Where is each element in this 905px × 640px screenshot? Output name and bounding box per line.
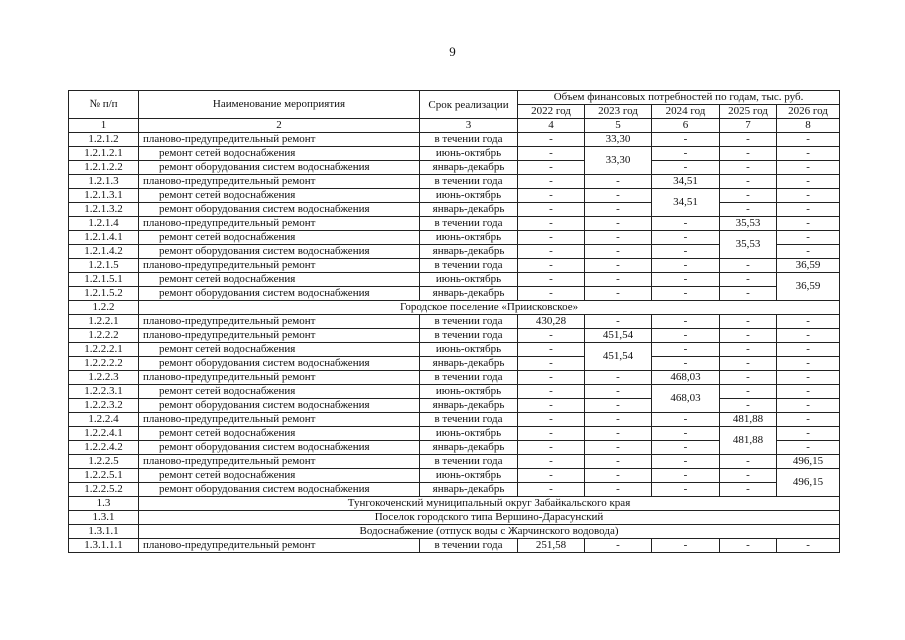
term-cell: январь-декабрь	[420, 399, 518, 413]
value-cell: -	[518, 231, 585, 245]
value-cell: -	[652, 413, 720, 427]
row-number: 1.2.2.5	[69, 455, 139, 469]
table-row	[69, 399, 840, 413]
row-number: 1.2.2.5.2	[69, 483, 139, 497]
value-cell: 481,88	[720, 427, 777, 455]
value-cell: -	[720, 189, 777, 203]
value-cell: -	[518, 427, 585, 441]
activity-name: планово-предупредительный ремонт	[139, 455, 420, 469]
value-cell: -	[518, 357, 585, 371]
row-number: 1.2.1.3.1	[69, 189, 139, 203]
activity-name: ремонт оборудования систем водоснабжения	[139, 399, 420, 413]
activity-name: ремонт оборудования систем водоснабжения	[139, 203, 420, 217]
row-number: 1.2.1.5	[69, 259, 139, 273]
row-number: 1.2.2.2.1	[69, 343, 139, 357]
activity-name: ремонт оборудования систем водоснабжения	[139, 161, 420, 175]
activity-name: ремонт оборудования систем водоснабжения	[139, 483, 420, 497]
value-cell: -	[518, 217, 585, 231]
section-title: Водоснабжение (отпуск воды с Жарчинского водовода)	[139, 525, 840, 539]
column-number: 6	[652, 119, 720, 133]
value-cell: -	[585, 413, 652, 427]
row-number: 1.2.2.4.2	[69, 441, 139, 455]
table-row	[69, 483, 840, 497]
row-number: 1.3.1.1.1	[69, 539, 139, 553]
row-number: 1.3	[69, 497, 139, 511]
value-cell: -	[652, 231, 720, 245]
value-cell: 468,03	[652, 371, 720, 385]
activity-name: планово-предупредительный ремонт	[139, 133, 420, 147]
row-number: 1.2.2.1	[69, 315, 139, 329]
value-cell: -	[518, 469, 585, 483]
value-cell: 36,59	[777, 259, 840, 273]
header-year: 2022 год	[518, 105, 585, 119]
row-number: 1.2.1.2.2	[69, 161, 139, 175]
row-number: 1.2.2.4.1	[69, 427, 139, 441]
value-cell: -	[720, 539, 777, 553]
value-cell: 451,54	[585, 343, 652, 371]
term-cell: в течении года	[420, 371, 518, 385]
value-cell: -	[652, 357, 720, 371]
term-cell: январь-декабрь	[420, 441, 518, 455]
value-cell: -	[518, 371, 585, 385]
row-number: 1.2.1.4	[69, 217, 139, 231]
row-number: 1.2.2.2.2	[69, 357, 139, 371]
value-cell: -	[777, 413, 840, 427]
value-cell: -	[518, 189, 585, 203]
activity-name: планово-предупредительный ремонт	[139, 329, 420, 343]
term-cell: январь-декабрь	[420, 483, 518, 497]
row-number: 1.2.2.2	[69, 329, 139, 343]
value-cell: -	[720, 259, 777, 273]
value-cell: -	[652, 455, 720, 469]
value-cell: -	[720, 273, 777, 287]
value-cell: -	[777, 133, 840, 147]
activity-name: ремонт оборудования систем водоснабжения	[139, 357, 420, 371]
value-cell: -	[652, 483, 720, 497]
value-cell: -	[720, 455, 777, 469]
table-row	[69, 455, 840, 469]
value-cell: 34,51	[652, 189, 720, 217]
value-cell: -	[652, 147, 720, 161]
activity-name: планово-предупредительный ремонт	[139, 315, 420, 329]
value-cell: -	[585, 203, 652, 217]
table-row	[69, 259, 840, 273]
value-cell: -	[585, 231, 652, 245]
header-year: 2025 год	[720, 105, 777, 119]
term-cell: в течении года	[420, 539, 518, 553]
value-cell: -	[652, 287, 720, 301]
value-cell: -	[777, 343, 840, 357]
value-cell: -	[518, 175, 585, 189]
column-number: 1	[69, 119, 139, 133]
value-cell: -	[777, 175, 840, 189]
table-row	[69, 427, 840, 441]
row-number: 1.2.2.5.1	[69, 469, 139, 483]
value-cell: -	[777, 217, 840, 231]
row-number: 1.3.1	[69, 511, 139, 525]
term-cell: январь-декабрь	[420, 203, 518, 217]
header-term: Срок реализации	[420, 91, 518, 119]
value-cell: -	[777, 329, 840, 343]
header-number: № п/п	[69, 91, 139, 119]
activity-name: ремонт сетей водоснабжения	[139, 427, 420, 441]
value-cell: -	[585, 217, 652, 231]
table-row	[69, 189, 840, 203]
table-row	[69, 147, 840, 161]
value-cell: -	[518, 329, 585, 343]
value-cell: -	[777, 315, 840, 329]
row-number: 1.2.2	[69, 301, 139, 315]
value-cell: -	[518, 441, 585, 455]
activity-name: ремонт сетей водоснабжения	[139, 385, 420, 399]
value-cell: 496,15	[777, 455, 840, 469]
activity-name: ремонт оборудования систем водоснабжения	[139, 441, 420, 455]
value-cell: -	[720, 133, 777, 147]
activity-name: ремонт сетей водоснабжения	[139, 147, 420, 161]
value-cell: -	[652, 441, 720, 455]
activity-name: ремонт сетей водоснабжения	[139, 469, 420, 483]
activity-name: ремонт сетей водоснабжения	[139, 189, 420, 203]
row-number: 1.2.2.3	[69, 371, 139, 385]
value-cell: -	[652, 259, 720, 273]
value-cell: -	[720, 315, 777, 329]
value-cell: -	[720, 469, 777, 483]
value-cell: -	[652, 329, 720, 343]
value-cell: -	[652, 161, 720, 175]
activity-name: планово-предупредительный ремонт	[139, 175, 420, 189]
row-number: 1.2.2.3.1	[69, 385, 139, 399]
value-cell: -	[777, 399, 840, 413]
value-cell: 481,88	[720, 413, 777, 427]
row-number: 1.2.1.2.1	[69, 147, 139, 161]
value-cell: -	[585, 441, 652, 455]
value-cell: -	[720, 483, 777, 497]
value-cell: -	[777, 441, 840, 455]
table-row	[69, 161, 840, 175]
value-cell: -	[777, 189, 840, 203]
row-number: 1.2.2.3.2	[69, 399, 139, 413]
value-cell: -	[720, 175, 777, 189]
value-cell: 251,58	[518, 539, 585, 553]
value-cell: -	[652, 315, 720, 329]
term-cell: июнь-октябрь	[420, 273, 518, 287]
activity-name: ремонт оборудования систем водоснабжения	[139, 287, 420, 301]
table-row	[69, 273, 840, 287]
value-cell: -	[777, 161, 840, 175]
value-cell: -	[585, 315, 652, 329]
value-cell: -	[720, 385, 777, 399]
row-number: 1.3.1.1	[69, 525, 139, 539]
value-cell: -	[585, 273, 652, 287]
value-cell: 451,54	[585, 329, 652, 343]
value-cell: -	[585, 427, 652, 441]
section-title: Поселок городского типа Вершино-Дарасунский	[139, 511, 840, 525]
value-cell: -	[518, 483, 585, 497]
value-cell: -	[518, 399, 585, 413]
value-cell: -	[518, 161, 585, 175]
value-cell: -	[518, 147, 585, 161]
term-cell: январь-декабрь	[420, 287, 518, 301]
term-cell: январь-декабрь	[420, 357, 518, 371]
value-cell: -	[720, 357, 777, 371]
header-year: 2023 год	[585, 105, 652, 119]
value-cell: -	[720, 161, 777, 175]
value-cell: -	[652, 469, 720, 483]
value-cell: -	[652, 539, 720, 553]
column-number: 5	[585, 119, 652, 133]
value-cell: -	[720, 147, 777, 161]
value-cell: -	[777, 357, 840, 371]
term-cell: июнь-октябрь	[420, 427, 518, 441]
table-row	[69, 231, 840, 245]
value-cell: -	[585, 399, 652, 413]
value-cell: -	[720, 203, 777, 217]
term-cell: январь-декабрь	[420, 161, 518, 175]
section-row	[69, 511, 840, 525]
value-cell: -	[720, 329, 777, 343]
activity-name: планово-предупредительный ремонт	[139, 259, 420, 273]
activity-name: ремонт сетей водоснабжения	[139, 231, 420, 245]
section-row	[69, 497, 840, 511]
column-number: 3	[420, 119, 518, 133]
row-number: 1.2.1.5.1	[69, 273, 139, 287]
value-cell: -	[652, 217, 720, 231]
row-number: 1.2.1.5.2	[69, 287, 139, 301]
value-cell: 35,53	[720, 217, 777, 231]
table-row	[69, 329, 840, 343]
value-cell: -	[585, 189, 652, 203]
table-row	[69, 175, 840, 189]
value-cell: -	[777, 203, 840, 217]
activity-name: ремонт оборудования систем водоснабжения	[139, 245, 420, 259]
row-number: 1.2.1.3	[69, 175, 139, 189]
term-cell: в течении года	[420, 413, 518, 427]
table-row	[69, 315, 840, 329]
value-cell: 36,59	[777, 273, 840, 301]
value-cell: -	[518, 259, 585, 273]
term-cell: в течении года	[420, 133, 518, 147]
header-activity-name: Наименование мероприятия	[139, 91, 420, 119]
activity-name: планово-предупредительный ремонт	[139, 371, 420, 385]
table-row	[69, 287, 840, 301]
value-cell: 430,28	[518, 315, 585, 329]
value-cell: -	[585, 287, 652, 301]
row-number: 1.2.2.4	[69, 413, 139, 427]
term-cell: январь-декабрь	[420, 245, 518, 259]
header-year: 2024 год	[652, 105, 720, 119]
value-cell: -	[518, 273, 585, 287]
value-cell: -	[777, 427, 840, 441]
activity-name: планово-предупредительный ремонт	[139, 413, 420, 427]
table-row	[69, 357, 840, 371]
value-cell: 496,15	[777, 469, 840, 497]
value-cell: -	[518, 385, 585, 399]
term-cell: в течении года	[420, 175, 518, 189]
table-row	[69, 413, 840, 427]
value-cell: -	[585, 483, 652, 497]
value-cell: -	[518, 133, 585, 147]
term-cell: июнь-октябрь	[420, 469, 518, 483]
value-cell: -	[652, 245, 720, 259]
activity-name: ремонт сетей водоснабжения	[139, 343, 420, 357]
value-cell: -	[518, 455, 585, 469]
section-row	[69, 301, 840, 315]
value-cell: -	[720, 287, 777, 301]
column-number: 8	[777, 119, 840, 133]
row-number: 1.2.1.2	[69, 133, 139, 147]
term-cell: в течении года	[420, 315, 518, 329]
value-cell: -	[720, 343, 777, 357]
value-cell: -	[585, 455, 652, 469]
value-cell: -	[777, 385, 840, 399]
value-cell: -	[652, 427, 720, 441]
value-cell: -	[777, 371, 840, 385]
term-cell: июнь-октябрь	[420, 343, 518, 357]
term-cell: в течении года	[420, 259, 518, 273]
activity-name: планово-предупредительный ремонт	[139, 217, 420, 231]
row-number: 1.2.1.4.1	[69, 231, 139, 245]
value-cell: -	[585, 469, 652, 483]
value-cell: 468,03	[652, 385, 720, 413]
term-cell: в течении года	[420, 329, 518, 343]
value-cell: 33,30	[585, 133, 652, 147]
activity-name: ремонт сетей водоснабжения	[139, 273, 420, 287]
value-cell: -	[585, 371, 652, 385]
term-cell: в течении года	[420, 455, 518, 469]
term-cell: в течении года	[420, 217, 518, 231]
table-row	[69, 371, 840, 385]
value-cell: -	[585, 175, 652, 189]
row-number: 1.2.1.3.2	[69, 203, 139, 217]
header-financial-volume: Объем финансовых потребностей по годам, тыс. руб.	[518, 91, 840, 105]
activity-name: планово-предупредительный ремонт	[139, 539, 420, 553]
value-cell: -	[777, 231, 840, 245]
value-cell: -	[777, 539, 840, 553]
value-cell: -	[720, 371, 777, 385]
term-cell: июнь-октябрь	[420, 189, 518, 203]
table-row	[69, 469, 840, 483]
column-number: 7	[720, 119, 777, 133]
term-cell: июнь-октябрь	[420, 147, 518, 161]
value-cell: -	[585, 245, 652, 259]
value-cell: -	[585, 385, 652, 399]
value-cell: -	[518, 245, 585, 259]
table-row	[69, 539, 840, 553]
value-cell: -	[652, 273, 720, 287]
table-row	[69, 133, 840, 147]
column-number: 4	[518, 119, 585, 133]
table-row	[69, 385, 840, 399]
value-cell: -	[652, 133, 720, 147]
row-number: 1.2.1.4.2	[69, 245, 139, 259]
section-title: Городское поселение «Приисковское»	[139, 301, 840, 315]
term-cell: июнь-октябрь	[420, 231, 518, 245]
table-row	[69, 343, 840, 357]
table-row	[69, 217, 840, 231]
page-number: 9	[449, 44, 456, 59]
value-cell: -	[777, 147, 840, 161]
value-cell: -	[518, 203, 585, 217]
value-cell: -	[585, 259, 652, 273]
value-cell: -	[720, 399, 777, 413]
column-number: 2	[139, 119, 420, 133]
value-cell: 33,30	[585, 147, 652, 175]
value-cell: -	[652, 343, 720, 357]
header-year: 2026 год	[777, 105, 840, 119]
value-cell: -	[518, 413, 585, 427]
section-row	[69, 525, 840, 539]
term-cell: июнь-октябрь	[420, 385, 518, 399]
value-cell: -	[518, 287, 585, 301]
value-cell: -	[777, 245, 840, 259]
value-cell: 34,51	[652, 175, 720, 189]
table-row	[69, 203, 840, 217]
value-cell: -	[518, 343, 585, 357]
value-cell: 35,53	[720, 231, 777, 259]
section-title: Тунгокоченский муниципальный округ Забайкальского края	[139, 497, 840, 511]
value-cell: -	[585, 539, 652, 553]
financial-needs-table	[68, 90, 840, 553]
